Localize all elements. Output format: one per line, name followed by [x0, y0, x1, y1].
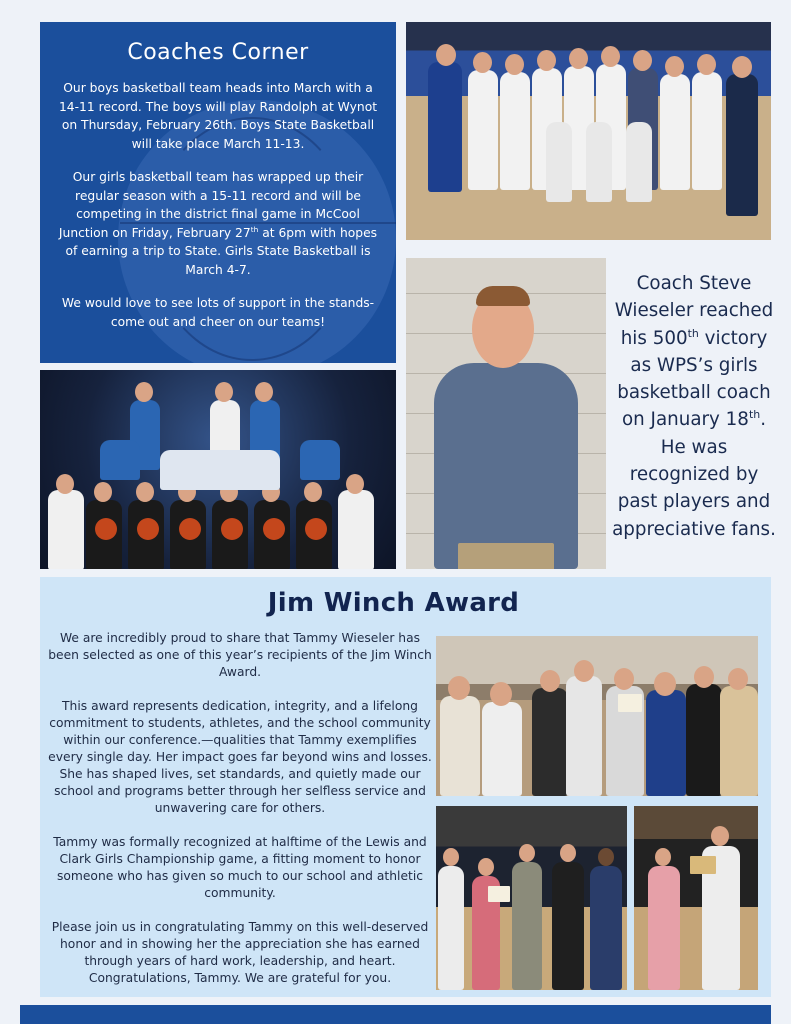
jim-winch-paragraph: Tammy was formally recognized at halftime of the Lewis and Clark Girls Championship game, a fitting moment to honor someone who has given so much to our school and athletic community. — [53, 835, 427, 900]
boys-team-photo — [40, 370, 396, 569]
coaches-corner-title: Coaches Corner — [127, 40, 309, 65]
handshake-photo — [634, 806, 758, 990]
coach-portrait-photo — [406, 258, 606, 569]
support-paragraph: We would love to see lots of support in the stands- come out and cheer on our teams! — [61, 296, 375, 329]
coaches-corner-box — [40, 22, 396, 363]
girls-basketball-paragraph: Our girls basketball team has wrapped up their regular season with a 15-11 record and will be competing in the district final game in McCool Junction on Friday, February 27th at 6pm with hopes of earning a trip to State. Girls State Basketball is March 4-7. — [58, 170, 378, 277]
award-group-photo — [436, 636, 758, 796]
girls-team-photo — [406, 22, 771, 240]
boys-basketball-paragraph: Our boys basketball team heads into March with a 14-11 record. The boys will play Randolph at Wynot on Thursday, February 26th. Boys State Basketball will take place March 11-13. — [58, 81, 378, 151]
jim-winch-title: Jim Winch Award — [267, 588, 520, 618]
halftime-recognition-photo — [436, 806, 627, 990]
jim-winch-paragraph: This award represents dedication, integrity, and a lifelong commitment to students, athletes, and the school community within our conference.—qualities that Tammy exemplifies every single day. Her impact goes far beyond wins and losses. She has shaped lives, set standards, and quietly made our school and programs better through her selfless service and unwavering care for others. — [48, 699, 432, 815]
coach-milestone-caption: Coach Steve Wieseler reached his 500th victory as WPS’s girls basketball coach on January 18th. He was recognized by past players and appreciative fans. — [612, 273, 776, 540]
jim-winch-body — [48, 630, 432, 1004]
footer-bar — [20, 1005, 771, 1024]
jim-winch-paragraph: We are incredibly proud to share that Tammy Wieseler has been selected as one of this year’s recipients of the Jim Winch Award. — [48, 631, 432, 679]
jim-winch-paragraph: Please join us in congratulating Tammy on this well-deserved honor and in showing her the appreciation she has earned through years of hard work, leadership, and heart. Congratulations, Tammy. We are grateful for you. — [51, 920, 429, 985]
